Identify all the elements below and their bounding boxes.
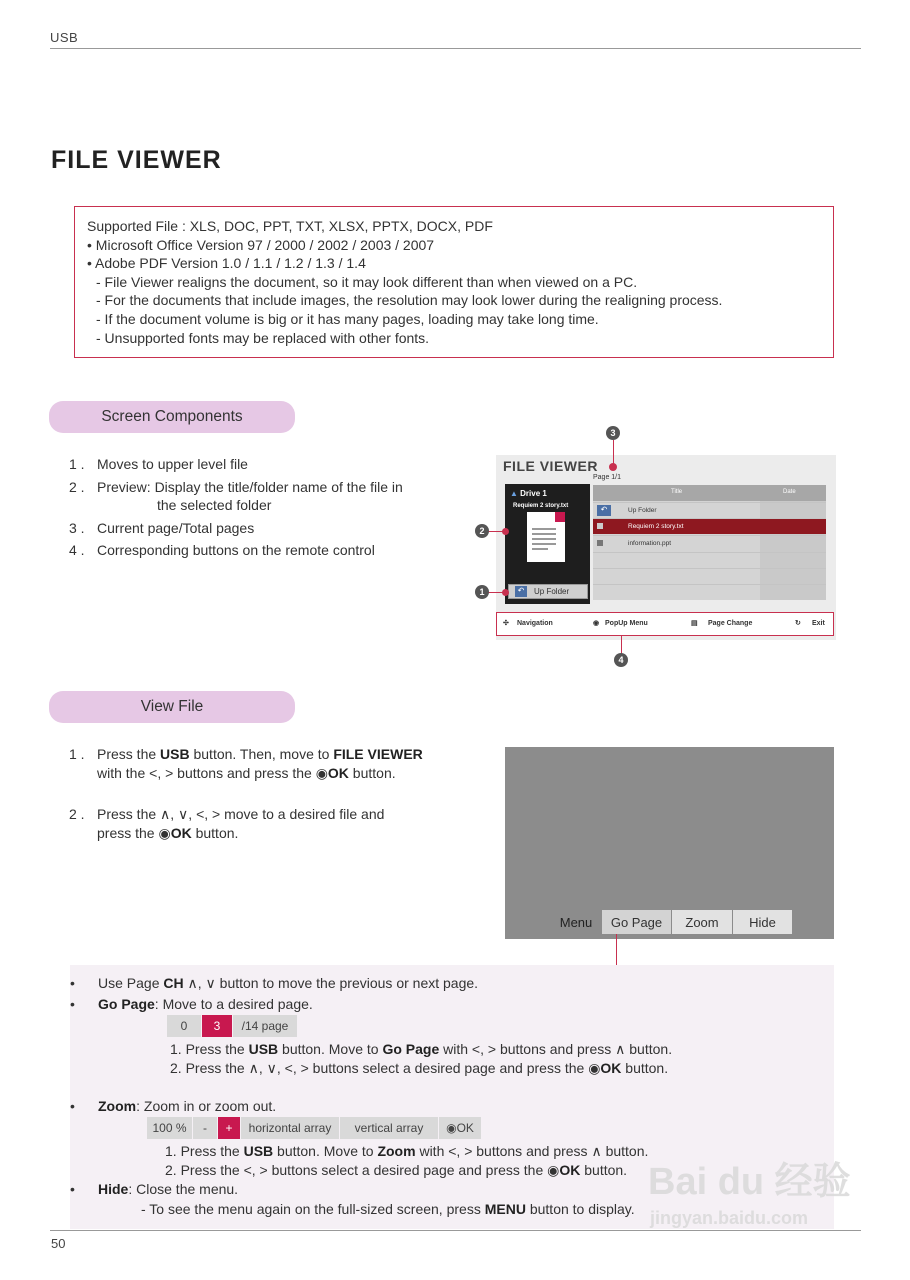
section-header: USB [50, 30, 79, 45]
zoom-button[interactable]: Zoom [672, 910, 732, 934]
drive-label: ▲ Drive 1 [510, 489, 547, 498]
zoom-step-1: 1. Press the USB button. Move to Zoom with <, > buttons and press ∧ button. [165, 1143, 649, 1159]
file-icon [597, 540, 603, 546]
box-line: - For the documents that include images, the resolution may look lower during the realigning process. [96, 292, 723, 309]
box-line: • Microsoft Office Version 97 / 2000 / 2002 / 2003 / 2007 [87, 236, 435, 253]
ok-icon: ◉ [588, 1060, 601, 1076]
vertical-array-button[interactable]: vertical array [340, 1117, 438, 1139]
viewer-menu-bar [550, 910, 792, 934]
table-row[interactable]: ↶ Up Folder [593, 502, 826, 518]
zoom-level: 100 % [147, 1117, 192, 1139]
list-item-continued: the selected folder [157, 497, 272, 513]
go-page-total: /14 page [233, 1015, 297, 1037]
menu-label: Menu [559, 914, 593, 930]
go-page-button[interactable]: Go Page [602, 910, 671, 934]
screen-components-list: 1 . Moves to upper level file 2 . Preview: Display the title/folder name of the file in the selected folder 3 . Current page/Total pages 4 . Corresponding buttons on the remote control [69, 456, 403, 558]
watermark-url: jingyan.baidu.com [650, 1208, 809, 1228]
ok-icon: ◉ [446, 1121, 457, 1135]
page-number: 50 [51, 1236, 66, 1251]
callout-dot [609, 463, 617, 471]
ok-icon: ◉ [158, 825, 171, 841]
zoom-out-button[interactable]: - [193, 1117, 217, 1139]
marker-2: 2 [475, 524, 489, 538]
marker-1: 1 [475, 585, 489, 599]
box-line: - Unsupported fonts may be replaced with other fonts. [96, 329, 430, 346]
hide-note: - To see the menu again on the full-sized screen, press MENU button to display. [141, 1201, 635, 1217]
exit-icon: ↻ [795, 620, 801, 627]
view-file-heading: View File [49, 691, 295, 723]
marker-4: 4 [614, 653, 628, 667]
page-title: FILE VIEWER [51, 146, 222, 174]
callout-dot [502, 589, 509, 596]
file-viewer-title: FILE VIEWER [503, 458, 598, 474]
box-line: Supported File : XLS, DOC, PPT, TXT, XLSX, PPTX, DOCX, PDF [87, 218, 493, 234]
remote-button-bar: ✣ Navigation ◉ PopUp Menu ▤ Page Change ↻ Exit [496, 612, 834, 636]
box-line: • Adobe PDF Version 1.0 / 1.1 / 1.2 / 1.3 / 1.4 [87, 255, 366, 272]
ok-icon: ◉ [315, 765, 328, 781]
preview-file-name: Requiem 2 story.txt [513, 503, 569, 509]
zoom-control [147, 1117, 481, 1139]
header-divider [50, 48, 861, 49]
document-icon [527, 512, 565, 562]
up-folder-icon: ↶ [597, 505, 611, 516]
go-page-control [167, 1015, 297, 1037]
table-header: Title Date [593, 485, 826, 501]
screen-components-heading: Screen Components [49, 401, 295, 433]
go-page-step-1: 1. Press the USB button. Move to Go Page with <, > buttons and press ∧ button. [170, 1041, 673, 1057]
table-row-empty [593, 568, 826, 584]
ok-button[interactable]: ◉ OK [439, 1117, 481, 1139]
zoom-step-2: 2. Press the <, > buttons select a desired page and press the ◉OK button. [165, 1162, 628, 1178]
up-folder-button[interactable]: ↶ Up Folder [508, 584, 588, 599]
box-line: - File Viewer realigns the document, so it may look different than when viewed on a PC. [96, 273, 638, 290]
table-row[interactable]: information.ppt [593, 535, 826, 551]
table-row-empty [593, 552, 826, 568]
horizontal-array-button[interactable]: horizontal array [241, 1117, 339, 1139]
view-file-steps: 1 . Press the USB button. Then, move to FILE VIEWER with the <, > buttons and press the ◉OK button. 2 . Press the ∧, ∨, <, > move to a desired file and press the ◉OK button. [69, 746, 423, 841]
callout-line [616, 934, 617, 965]
footer-divider [50, 1230, 861, 1231]
hide-button[interactable]: Hide [733, 910, 792, 934]
table-row-empty [593, 584, 826, 600]
baidu-watermark: Bai du 经验 [648, 1161, 851, 1203]
up-folder-icon: ↶ [515, 586, 527, 597]
supported-file-box [74, 206, 834, 358]
ok-icon: ◉ [593, 620, 600, 627]
go-page-step-2: 2. Press the ∧, ∨, <, > buttons select a desired page and press the ◉OK button. [170, 1060, 669, 1076]
callout-dot [502, 528, 509, 535]
marker-3: 3 [606, 426, 620, 440]
page-indicator: Page 1/1 [593, 474, 622, 481]
zoom-in-button[interactable]: + [218, 1117, 240, 1139]
ok-icon: ◉ [547, 1162, 560, 1178]
table-row-selected[interactable]: Requiem 2 story.txt [593, 518, 826, 534]
step-2: Press the ∧, ∨, <, > move to a desired file and [97, 806, 385, 822]
file-icon [597, 523, 603, 529]
go-page-start: 0 [167, 1015, 201, 1037]
go-page-input[interactable]: 3 [202, 1015, 232, 1037]
navigation-icon: ✣ [503, 620, 509, 627]
step-1-cont: with the <, > buttons and press the ◉OK button. [97, 765, 396, 781]
box-line: - If the document volume is big or it has many pages, loading may take long time. [96, 310, 599, 327]
drive-icon: ▲ [510, 489, 518, 498]
step-2-cont: press the ◉OK button. [97, 825, 239, 841]
step-1: Press the USB button. Then, move to FILE VIEWER [97, 746, 423, 762]
channel-icon: ▤ [691, 620, 698, 627]
